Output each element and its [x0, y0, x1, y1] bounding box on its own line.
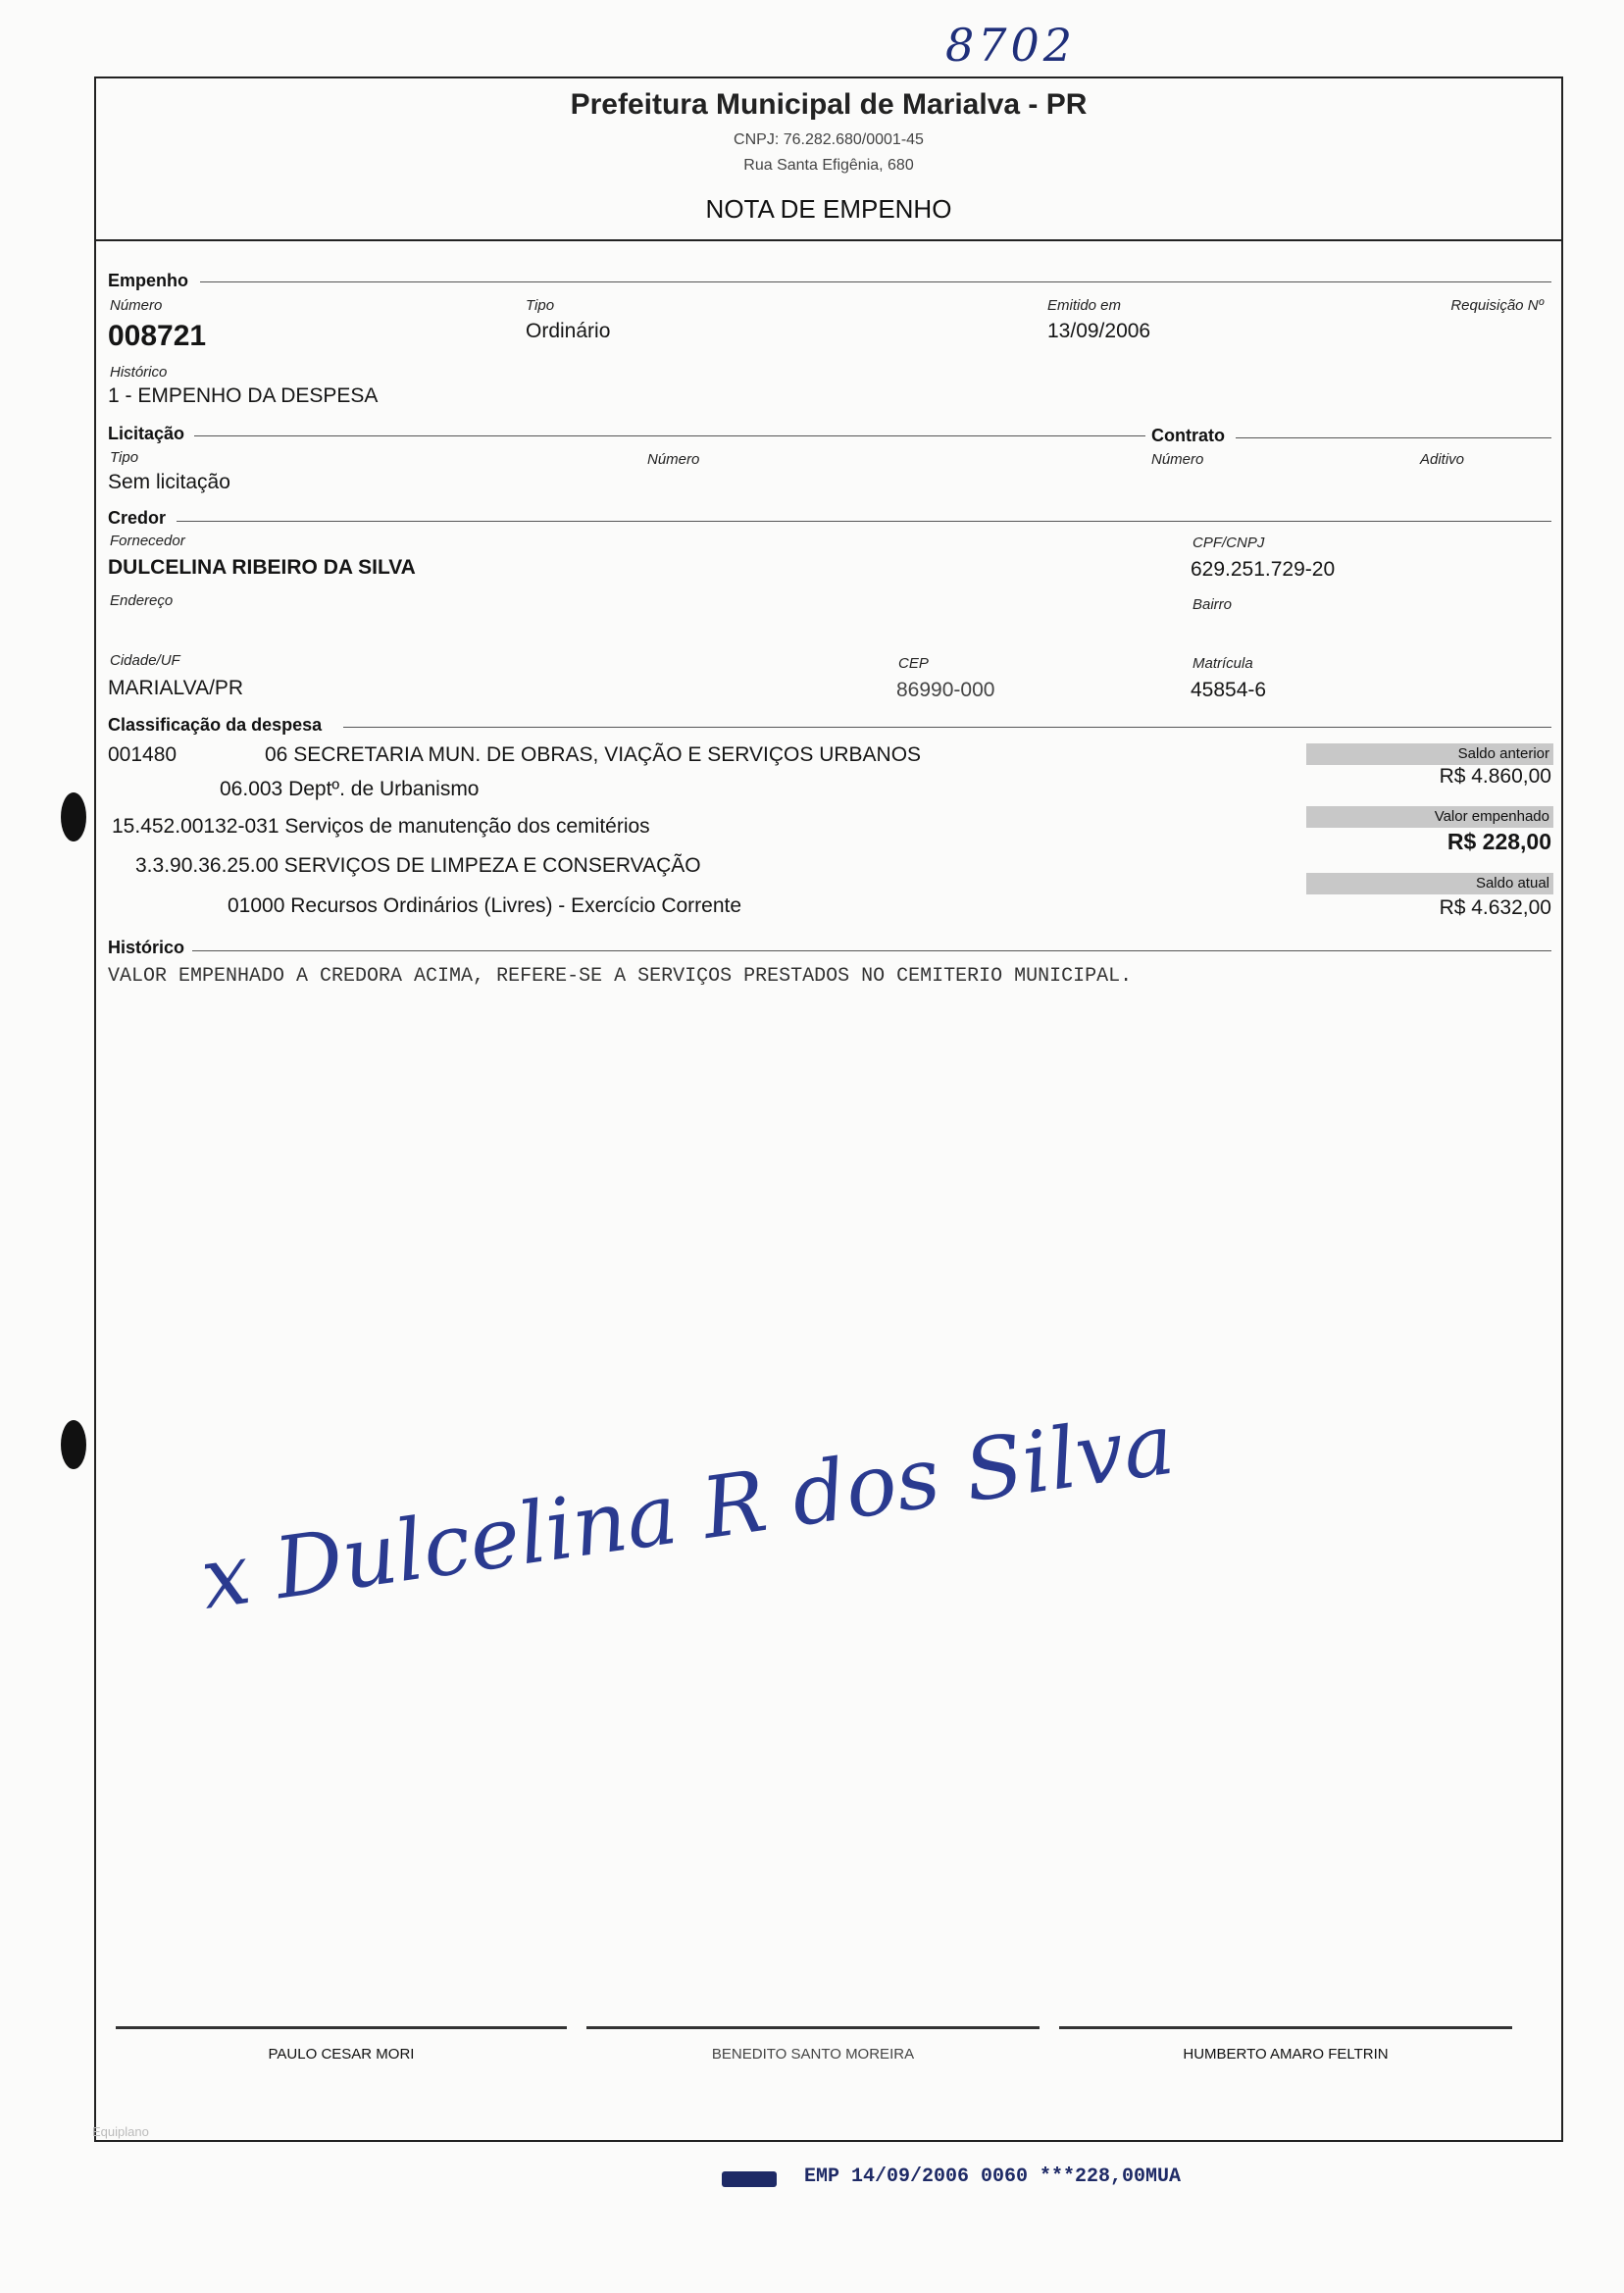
- saldo-anterior-value: R$ 4.860,00: [1439, 765, 1551, 788]
- bairro-label: Bairro: [1193, 596, 1233, 613]
- handwritten-number-text: 8702: [945, 19, 1077, 72]
- classificacao-recurso: 01000 Recursos Ordinários (Livres) - Exercício Corrente: [228, 894, 742, 917]
- empenho-numero-label: Número: [110, 297, 163, 314]
- punch-hole-top: [61, 792, 86, 841]
- classificacao-orgao: 06 SECRETARIA MUN. DE OBRAS, VIAÇÃO E SERVIÇOS URBANOS: [265, 743, 922, 766]
- matricula-label: Matrícula: [1193, 655, 1253, 672]
- classificacao-unidade: 06.003 Deptº. de Urbanismo: [220, 778, 480, 800]
- empenho-section-label: Empenho: [108, 271, 189, 290]
- signature-name-2: BENEDITO SANTO MOREIRA: [711, 2046, 915, 2063]
- signature-line-3: [1059, 2026, 1512, 2029]
- classificacao-section-rule: [343, 727, 1551, 728]
- contrato-aditivo-label: Aditivo: [1420, 451, 1465, 468]
- licitacao-numero-label: Número: [647, 451, 700, 468]
- cidade-value: MARIALVA/PR: [108, 677, 244, 699]
- requisicao-label: Requisição Nº: [1450, 297, 1544, 314]
- page-title: Prefeitura Municipal de Marialva - PR: [570, 88, 1088, 121]
- saldo-atual-value: R$ 4.632,00: [1439, 896, 1551, 919]
- footer-mark: Equiplano: [92, 2124, 149, 2139]
- licitacao-section-label: Licitação: [108, 424, 185, 443]
- handwritten-number: [941, 14, 1108, 73]
- signature-name-3: HUMBERTO AMARO FELTRIN: [1183, 2046, 1389, 2063]
- valor-empenhado-value: R$ 228,00: [1446, 829, 1551, 854]
- valor-empenhado-label: Valor empenhado: [1306, 806, 1553, 828]
- emitido-date: 13/09/2006: [1047, 320, 1151, 342]
- historico-text: VALOR EMPENHADO A CREDORA ACIMA, REFERE-SE A SERVIÇOS PRESTADOS NO CEMITERIO MUNICIPAL.: [108, 965, 1133, 988]
- signature-name-1: PAULO CESAR MORI: [268, 2046, 415, 2063]
- cep-value: 86990-000: [896, 679, 995, 701]
- credor-section-rule: [177, 521, 1551, 522]
- stamp-icon: [722, 2171, 777, 2187]
- licitacao-tipo-label: Tipo: [110, 449, 139, 466]
- classificacao-funcional: 15.452.00132-031 Serviços de manutenção dos cemitérios: [112, 815, 650, 838]
- signature-line-2: [586, 2026, 1040, 2029]
- historico-section-label: Histórico: [108, 938, 185, 957]
- empenho-historico: 1 - EMPENHO DA DESPESA: [108, 384, 379, 407]
- historico-section-rule: [192, 950, 1551, 951]
- empenho-numero: 008721: [108, 320, 207, 352]
- fornecedor-label: Fornecedor: [110, 533, 185, 549]
- licitacao-section-rule: [194, 435, 1145, 436]
- bank-stamp: EMP 14/09/2006 0060 ***228,00MUA: [804, 2166, 1182, 2188]
- cpf-value: 629.251.729-20: [1191, 558, 1336, 581]
- classificacao-elemento: 3.3.90.36.25.00 SERVIÇOS DE LIMPEZA E CONSERVAÇÃO: [135, 854, 701, 877]
- header-separator: [94, 239, 1563, 241]
- classificacao-code: 001480: [108, 743, 178, 766]
- licitacao-tipo: Sem licitação: [108, 471, 230, 493]
- contrato-numero-label: Número: [1151, 451, 1204, 468]
- saldo-anterior-label: Saldo anterior: [1306, 743, 1553, 765]
- fornecedor-name: DULCELINA RIBEIRO DA SILVA: [108, 556, 416, 579]
- handwritten-signature: [195, 1395, 1181, 1648]
- document-title: NOTA DE EMPENHO: [705, 194, 952, 224]
- empenho-historico-label: Histórico: [110, 364, 168, 381]
- cep-label: CEP: [898, 655, 929, 672]
- punch-hole-bottom: [61, 1420, 86, 1469]
- empenho-tipo: Ordinário: [526, 320, 611, 342]
- saldo-atual-label: Saldo atual: [1306, 873, 1553, 894]
- cnpj-text: CNPJ: 76.282.680/0001-45: [734, 131, 924, 148]
- classificacao-section-label: Classificação da despesa: [108, 715, 323, 735]
- contrato-section-rule: [1236, 437, 1551, 438]
- cidade-label: Cidade/UF: [110, 652, 180, 669]
- signature-line-1: [116, 2026, 567, 2029]
- matricula-value: 45854-6: [1191, 679, 1267, 701]
- endereco-label: Endereço: [110, 592, 174, 609]
- address-text: Rua Santa Efigênia, 680: [743, 157, 914, 174]
- empenho-tipo-label: Tipo: [526, 297, 555, 314]
- emitido-label: Emitido em: [1047, 297, 1122, 314]
- cpf-label: CPF/CNPJ: [1193, 535, 1265, 551]
- empenho-section-rule: [200, 281, 1551, 282]
- credor-section-label: Credor: [108, 508, 167, 528]
- contrato-section-label: Contrato: [1151, 426, 1225, 445]
- handwritten-signature-text: x Dulcelina R dos Silva: [195, 1395, 1181, 1629]
